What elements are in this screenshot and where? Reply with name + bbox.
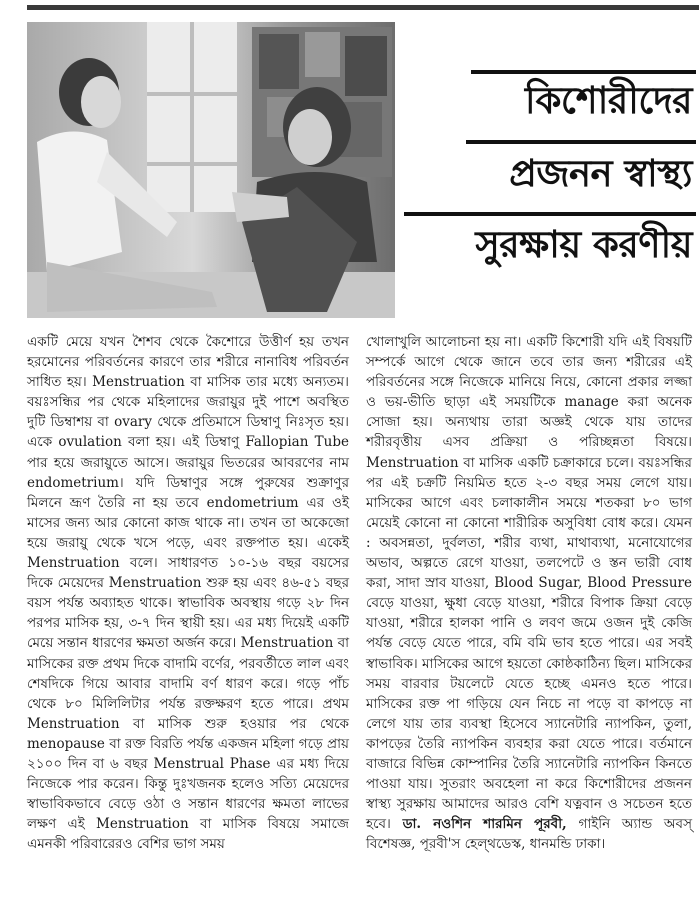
- author-bio: গাইনি অ্যান্ড অবস্ বিশেষজ্ঞ, পূরবী'স হেল্থডেস্ক, ধানমন্ডি ঢাকা।: [366, 816, 692, 853]
- article-photo: [27, 22, 395, 318]
- headline-rule-2: [466, 140, 696, 144]
- article-column-1: [27, 332, 349, 854]
- headline-rule-3: [404, 212, 696, 216]
- article-paragraph-1: একটি মেয়ে যখন শৈশব থেকে কৈশোরে উত্তীর্ণ হয় তখন হরমোনের পরিবর্তনের কারণে তার শরীরে নানাবিধ পরিবর্তন সাধিত হয়। Menstruation বা মাসিক তার মধ্যে অন্যতম। বয়ঃসন্ধির পর থেকে মহিলাদের জরায়ুর দুই পাশে অবস্থিত দুটি ডিম্বাশয় বা ovary থেকে প্রতিমাসে ডিম্বাণু নিঃসৃত হয়। একে ovulation বলা হয়। এই ডিম্বাণু Fallopian Tube পার হয়ে জরায়ুতে আসে। জরায়ুর ভিতরের আবরণের নাম endometrium। যদি ডিম্বাণুর সঙ্গে পুরুষের শুক্রাণুর মিলনে ভ্রূণ তৈরি না হয় তবে endometrium এর ওই মাসের জন্য আর কোনো কাজ থাকে না। তখন তা অকেজো হয়ে জরায়ু থেকে খসে পড়ে, এবং রক্তপাত হয়। একেই Menstruation বলে। সাধারণত ১০-১৬ বছর বয়সের দিকে মেয়েদের Menstruation শুরু হয় এবং ৪৬-৫১ বছর বয়স পর্যন্ত অব্যাহত থাকে। স্বাভাবিক অবস্থায় গড়ে ২৮ দিন পরপর মাসিক হয়, ৩-৭ দিন স্থায়ী হয়। এর মধ্য দিয়েই একটি মেয়ে সন্তান ধারণের ক্ষমতা অর্জন করে। Menstruation বা মাসিকের রক্ত প্রথম দিকে বাদামি বর্ণের, পরবর্তীতে লাল এবং শেষদিকে গিয়ে আবার বাদামি বর্ণ ধারণ করে। গড়ে পাঁচ থেকে ৮০ মিলিলিটার পর্যন্ত রক্তক্ষরণ হতে পারে। প্রথম Menstruation বা মাসিক শুরু হওয়ার পর থেকে menopause বা রক্ত বিরতি পর্যন্ত একজন মহিলা গড়ে প্রায় ২১০০ দিন বা ৬ বছর Menstrual Phase এর মধ্য দিয়ে নিজেকে পার করেন। কিন্তু দুঃখজনক হলেও সত্যি মেয়েদের স্বাভাবিকভাবে বেড়ে ওঠা ও সন্তান ধারণের ক্ষমতা লাভের লক্ষণ এই Menstruation বা মাসিক বিষয়ে সমাজে এমনকী পরিবারেরও বেশির ভাগ সময়: [27, 334, 349, 853]
- article-paragraph-2: [366, 332, 692, 854]
- headline: [404, 68, 696, 308]
- article-column-2: [366, 332, 692, 854]
- headline-line-3: সুরক্ষায় করণীয়: [475, 223, 692, 266]
- article-paragraph-2-text: খোলাখুলি আলোচনা হয় না। একটি কিশোরী যদি এই বিষয়টি সম্পর্কে আগে থেকে জানে তবে তার জন্য শরীরের এই পরিবর্তনের সঙ্গে নিজেকে মানিয়ে নিয়ে, কোনো প্রকার লজ্জা ও ভয়-ভীতি ছাড়া এই সময়টিকে manage করা অনেক সোজা হয়। অন্যথায় তারা অজ্ঞই থেকে যায় তাদের শরীরবৃত্তীয় এসব প্রক্রিয়া ও পরিচ্ছন্নতা বিষয়ে। Menstruation বা মাসিক একটি চক্রাকারে চলে। বয়ঃসন্ধির পর এই চক্রটি নিয়মিত হতে ২-৩ বছর সময় লেগে যায়। মাসিকের আগে এবং চলাকালীন সময়ে শতকরা ৮০ ভাগ মেয়েই কোনো না কোনো শারীরিক অসুবিধা বোধ করে। যেমন : অবসন্নতা, দুর্বলতা, শরীর ব্যথা, মাথাব্যথা, মনোযোগের অভাব, অল্পতে রেগে যাওয়া, তলপেটে ও স্তন ভারী বোধ করা, সাদা স্রাব যাওয়া, Blood Sugar, Blood Pressure বেড়ে যাওয়া, ক্ষুধা বেড়ে যাওয়া, শরীরে বিপাক ক্রিয়া বেড়ে যাওয়া, শরীরে হালকা পানি ও লবণ জমে ওজন দুই কেজি পর্যন্ত বেড়ে যেতে পারে, বমি বমি ভাব হতে পারে। এর সবই স্বাভাবিক। মাসিকের আগে হয়তো কোষ্ঠকাঠিন্য ছিল। মাসিকের সময় বারবার টয়লেটে যেতে হচ্ছে এমনও হতে পারে। মাসিকের রক্ত পা গড়িয়ে যেন নিচে না পড়ে বা কাপড়ে না লেগে যায় তার ব্যবস্থা হিসেবে স্যানেটারি ন্যাপকিন, তুলা, কাপড়ের তৈরি ন্যাপকিন ব্যবহার করা যেতে পারে। বর্তমানে বাজারে বিভিন্ন কোম্পানির তৈরি স্যানেটারি ন্যাপকিন কিনতে পাওয়া যায়। সুতরাং অবহেলা না করে কিশোরীদের প্রজনন স্বাস্থ্য সুরক্ষায় আমাদের আরও বেশি যত্নবান ও সচেতন হতে হবে।: [366, 334, 692, 833]
- headline-line-2: প্রজনন স্বাস্থ্য: [509, 152, 692, 195]
- top-rule: [27, 5, 699, 10]
- author-name: ডা. নওশিন শারমিন পূরবী,: [402, 816, 567, 833]
- headline-line-1: কিশোরীদের: [524, 79, 692, 122]
- headline-rule-1: [471, 70, 696, 74]
